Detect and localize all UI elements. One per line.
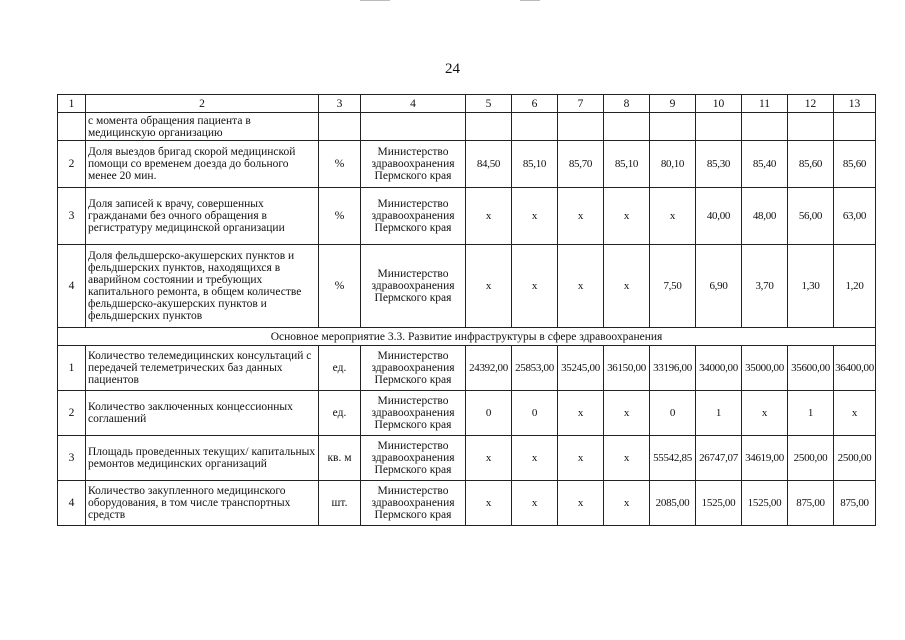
responsible-org: Министерство здравоохранения Пермского края xyxy=(361,436,466,481)
value-cell: 55542,85 xyxy=(650,436,696,481)
value-cell: x xyxy=(512,245,558,328)
column-header: 12 xyxy=(788,95,834,113)
indicator-name: Количество заключенных концессионных соглашений xyxy=(86,391,319,436)
table-row xyxy=(58,113,876,141)
value-cell: 35000,00 xyxy=(742,346,788,391)
unit-cell: шт. xyxy=(319,481,361,526)
value-cell: 33196,00 xyxy=(650,346,696,391)
page-number: 24 xyxy=(445,61,460,77)
column-header: 10 xyxy=(696,95,742,113)
value-cell: 36400,00 xyxy=(834,346,876,391)
value-cell: 84,50 xyxy=(466,141,512,188)
value-cell: x xyxy=(466,188,512,245)
value-cell xyxy=(604,113,650,141)
value-cell: 34619,00 xyxy=(742,436,788,481)
value-cell: x xyxy=(466,436,512,481)
value-cell: x xyxy=(604,481,650,526)
value-cell: 1,30 xyxy=(788,245,834,328)
value-cell: 26747,07 xyxy=(696,436,742,481)
value-cell: 24392,00 xyxy=(466,346,512,391)
table-row xyxy=(58,391,876,436)
value-cell: 34000,00 xyxy=(696,346,742,391)
value-cell: 1525,00 xyxy=(696,481,742,526)
value-cell: x xyxy=(466,245,512,328)
value-cell: x xyxy=(604,391,650,436)
value-cell: 6,90 xyxy=(696,245,742,328)
column-header: 11 xyxy=(742,95,788,113)
column-header: 7 xyxy=(558,95,604,113)
value-cell: 1,20 xyxy=(834,245,876,328)
responsible-org xyxy=(361,113,466,141)
indicator-name: Количество закупленного медицинского оборудования, в том числе транспортных средств xyxy=(86,481,319,526)
indicator-name: с момента обращения пациента в медицинскую организацию xyxy=(86,113,319,141)
row-number xyxy=(58,113,86,141)
value-cell xyxy=(696,113,742,141)
row-number: 2 xyxy=(58,141,86,188)
indicators-table xyxy=(57,94,876,526)
scan-artifact xyxy=(360,0,390,1)
column-header: 9 xyxy=(650,95,696,113)
value-cell: 1525,00 xyxy=(742,481,788,526)
table-row xyxy=(58,346,876,391)
responsible-org: Министерство здравоохранения Пермского края xyxy=(361,245,466,328)
value-cell xyxy=(788,113,834,141)
value-cell: x xyxy=(650,188,696,245)
unit-cell: ед. xyxy=(319,346,361,391)
value-cell: 85,40 xyxy=(742,141,788,188)
value-cell: 1 xyxy=(696,391,742,436)
value-cell: 2500,00 xyxy=(788,436,834,481)
value-cell: 7,50 xyxy=(650,245,696,328)
indicator-name: Доля записей к врачу, совершенных гражданами без очного обращения в регистратуру медицинской организации xyxy=(86,188,319,245)
row-number: 4 xyxy=(58,245,86,328)
value-cell: x xyxy=(512,481,558,526)
unit-cell: % xyxy=(319,188,361,245)
responsible-org: Министерство здравоохранения Пермского края xyxy=(361,188,466,245)
value-cell: 63,00 xyxy=(834,188,876,245)
value-cell: x xyxy=(512,188,558,245)
value-cell: 0 xyxy=(512,391,558,436)
column-header: 5 xyxy=(466,95,512,113)
value-cell: 35245,00 xyxy=(558,346,604,391)
table-row xyxy=(58,436,876,481)
value-cell: x xyxy=(558,188,604,245)
column-header: 8 xyxy=(604,95,650,113)
value-cell: 3,70 xyxy=(742,245,788,328)
value-cell: 85,60 xyxy=(788,141,834,188)
value-cell: 85,70 xyxy=(558,141,604,188)
value-cell: x xyxy=(742,391,788,436)
section-title: Основное мероприятие 3.3. Развитие инфраструктуры в сфере здравоохранения xyxy=(58,328,876,346)
indicator-name: Доля фельдшерско-акушерских пунктов и фельдшерских пунктов, находящихся в аварийном состоянии и требующих капитального ремонта, в общем количестве фельдшерско-акушерских пунктов и фельдшерских пунктов xyxy=(86,245,319,328)
value-cell: 85,10 xyxy=(604,141,650,188)
value-cell: 85,10 xyxy=(512,141,558,188)
section-row xyxy=(58,328,876,346)
value-cell: x xyxy=(558,481,604,526)
table-row xyxy=(58,141,876,188)
value-cell: x xyxy=(512,436,558,481)
value-cell xyxy=(512,113,558,141)
value-cell: 85,30 xyxy=(696,141,742,188)
value-cell xyxy=(650,113,696,141)
value-cell: 875,00 xyxy=(788,481,834,526)
unit-cell: % xyxy=(319,245,361,328)
row-number: 4 xyxy=(58,481,86,526)
unit-cell: кв. м xyxy=(319,436,361,481)
value-cell: 40,00 xyxy=(696,188,742,245)
unit-cell: ед. xyxy=(319,391,361,436)
row-number: 3 xyxy=(58,188,86,245)
value-cell: x xyxy=(834,391,876,436)
value-cell: x xyxy=(558,436,604,481)
value-cell: 36150,00 xyxy=(604,346,650,391)
value-cell: x xyxy=(604,188,650,245)
value-cell: 35600,00 xyxy=(788,346,834,391)
column-header: 13 xyxy=(834,95,876,113)
value-cell: 25853,00 xyxy=(512,346,558,391)
responsible-org: Министерство здравоохранения Пермского края xyxy=(361,481,466,526)
value-cell: 56,00 xyxy=(788,188,834,245)
value-cell: 875,00 xyxy=(834,481,876,526)
table-row xyxy=(58,245,876,328)
value-cell: 48,00 xyxy=(742,188,788,245)
value-cell: 1 xyxy=(788,391,834,436)
unit-cell: % xyxy=(319,141,361,188)
value-cell: x xyxy=(558,391,604,436)
value-cell xyxy=(466,113,512,141)
value-cell: x xyxy=(604,436,650,481)
row-number: 3 xyxy=(58,436,86,481)
row-number: 2 xyxy=(58,391,86,436)
indicator-name: Доля выездов бригад скорой медицинской помощи со временем доезда до больного менее 20 мин. xyxy=(86,141,319,188)
column-header: 4 xyxy=(361,95,466,113)
column-header: 2 xyxy=(86,95,319,113)
column-header: 1 xyxy=(58,95,86,113)
responsible-org: Министерство здравоохранения Пермского края xyxy=(361,391,466,436)
value-cell: 0 xyxy=(466,391,512,436)
value-cell: x xyxy=(604,245,650,328)
value-cell: 2500,00 xyxy=(834,436,876,481)
value-cell: 2085,00 xyxy=(650,481,696,526)
scan-artifact xyxy=(520,0,540,1)
responsible-org: Министерство здравоохранения Пермского края xyxy=(361,346,466,391)
table-row xyxy=(58,481,876,526)
value-cell xyxy=(834,113,876,141)
column-header: 6 xyxy=(512,95,558,113)
column-header: 3 xyxy=(319,95,361,113)
table-row xyxy=(58,188,876,245)
responsible-org: Министерство здравоохранения Пермского края xyxy=(361,141,466,188)
indicator-name: Количество телемедицинских консультаций с передачей телеметрических баз данных пациентов xyxy=(86,346,319,391)
indicator-name: Площадь проведенных текущих/ капитальных ремонтов медицинских организаций xyxy=(86,436,319,481)
value-cell xyxy=(558,113,604,141)
value-cell: x xyxy=(558,245,604,328)
value-cell: 80,10 xyxy=(650,141,696,188)
value-cell: 85,60 xyxy=(834,141,876,188)
header-row xyxy=(58,95,876,113)
value-cell: x xyxy=(466,481,512,526)
row-number: 1 xyxy=(58,346,86,391)
unit-cell xyxy=(319,113,361,141)
value-cell xyxy=(742,113,788,141)
value-cell: 0 xyxy=(650,391,696,436)
